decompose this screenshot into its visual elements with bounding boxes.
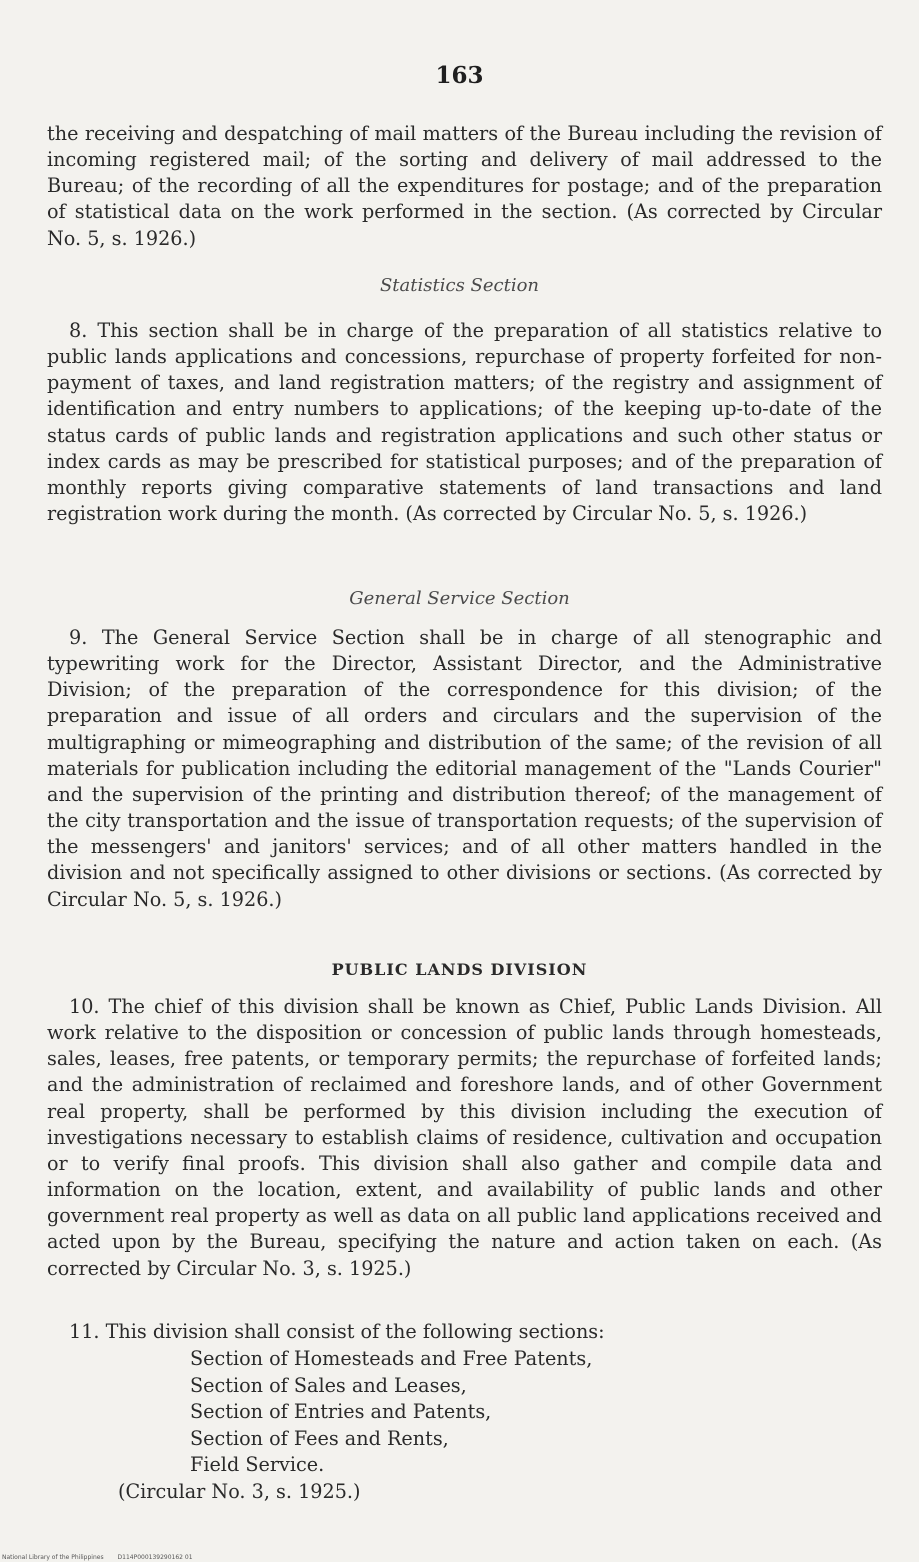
paragraph-10: 10. The chief of this division shall be known as Chief, Public Lands Division. All work relative to the disposition or concession of public lands through homesteads, sales, leases, free patents, or temporary permits; the repurchase of forfeited lands; and the administration of reclaimed and foreshore lands, and of other Government real property, shall be performed by this division including the execution of investigations necessary to establish claims of residence, cultivation and occupation or to verify final proofs. This division shall also gather and compile data and information on the location, extent, and availability of public lands and other government real property as well as data on all public land applications received and acted upon by the Bureau, specifying the nature and action taken on each. (As corrected by Circular No. 3, s. 1925.) [47,995,882,1280]
list-item: Section of Fees and Rents, [190,1426,449,1450]
list-item: Section of Homesteads and Free Patents, [190,1347,593,1370]
statistics-section-heading: Statistics Section [379,275,540,296]
statistics-section-paragraph: 8. This section shall be in charge of the preparation of all statistics relative to public lands applications and concessions, repurchase of property forfeited for non-payment of taxes, and land registration matters; of the registry and assignment of identification and entry numbers to applications; of the keeping up-to-date of the status cards of public lands and registration applications and such other status or index cards as may be prescribed for statistical purposes; and of the preparation of monthly reports giving comparative statements of land transactions and land registration work during the month. (As corrected by Circular No. 5, s. 1926.) [47,319,882,526]
list-item: Section of Sales and Leases, [190,1373,467,1397]
page-number: 163 [435,62,484,89]
footer-identifier: D114P000139290162 01 [117,1554,193,1561]
general-service-section-heading: General Service Section [349,588,570,609]
public-lands-division-heading: PUBLIC LANDS DIVISION [331,960,588,979]
list-item: Field Service. [190,1453,325,1476]
sections-list [190,1346,592,1479]
list-item: Section of Entries and Patents, [190,1400,492,1423]
closing-citation: (Circular No. 3, s. 1925.) [118,1480,361,1503]
general-service-section-paragraph: 9. The General Service Section shall be in charge of all stenographic and typewriting work for the Director, Assistant Director, and the Administrative Division; of the preparation of the correspondence for this division; of the preparation and issue of all orders and circulars and the supervision of the multigraphing or mimeographing and distribution of the same; of the revision of all materials for publication including the editorial management of the "Lands Courier" and the supervision of the printing and distribution thereof; of the management of the city transportation and the issue of transportation requests; of the supervision of the messengers' and janitors' services; and of all other matters handled in the division and not specifically assigned to other divisions or sections. (As corrected by Circular No. 5, s. 1926.) [47,626,882,911]
paragraph-11: 11. This division shall consist of the following sections: [69,1320,605,1343]
footer [2,1554,205,1561]
top-paragraph: the receiving and despatching of mail matters of the Bureau including the revision of incoming registered mail; of the sorting and delivery of mail addressed to the Bureau; of the recording of all the expenditures for postage; and of the preparation of statistical data on the work performed in the section. (As corrected by Circular No. 5, s. 1926.) [47,122,882,250]
footer-source: National Library of the Philippines [2,1554,104,1561]
